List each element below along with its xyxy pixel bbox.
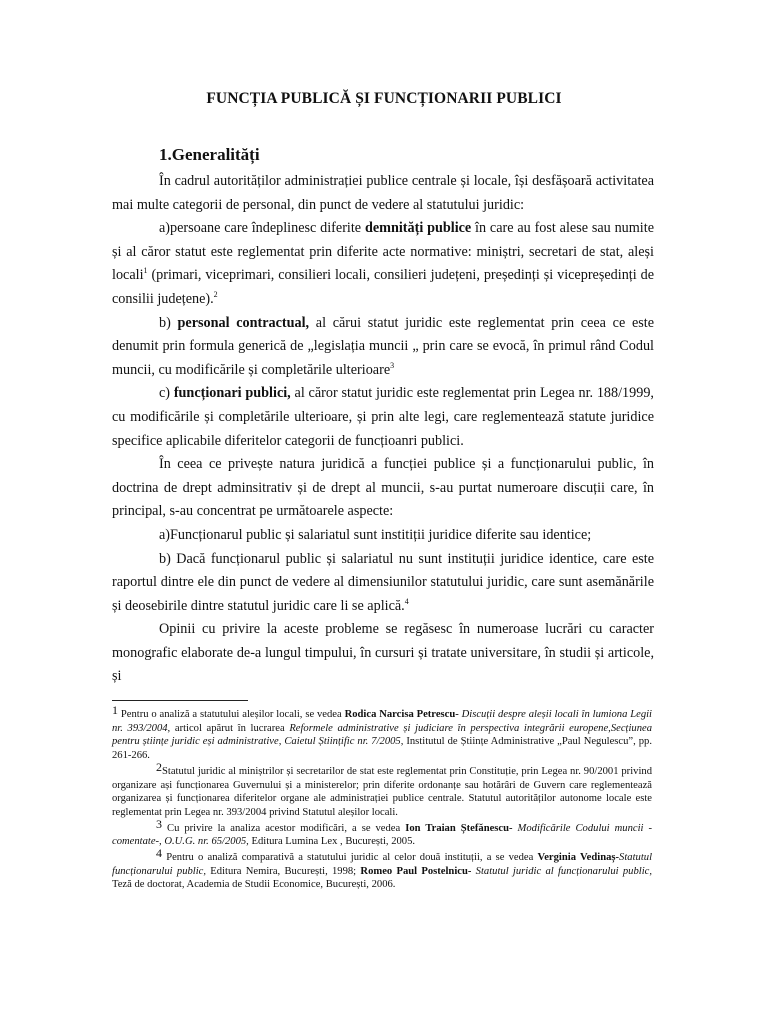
footnote-ref-4[interactable]: 4 [404,596,409,606]
section-heading: 1.Generalități [159,145,260,164]
paragraph-natura: În ceea ce privește natura juridică a funcției publice și a funcționarului public, în doctrina de drept adminsitrativ și de drept al muncii, s-au purtat numeroare discuții care, în principal, s-au concentrat pe următoarele aspecte: [112,456,654,520]
bold-term: demnități publice [364,220,472,237]
bold-term: personal contractual, [177,314,310,331]
footnote-separator [112,700,248,701]
footnote-4: 4 Pentru o analiză comparativă a statutului juridic al celor două instituții, a se vedea Verginia Vedinaș-Statutul funcționarului public, Editura Nemira, București, 1998; Romeo Paul Postelnicu- Statutul juridic al funcționarului public, Teză de doctorat, Academia de Studii Economice, București, 2006. [112,846,653,891]
paragraph-aspect-b: b) Dacă funcționarul public și salariatul nu sunt instituții juridice identice, care este raportul dintre ele din punct de vedere al dimensiunilor statutului juridic, care sunt asemănările și deosebirile dintre statutul juridic care li se aplică.$^4$ [112,550,654,614]
footnote-1: 1 Pentru o analiză a statutului aleșilor locali, se vedea Rodica Narcisa Petrescu- Discuții despre aleșii locali în lumiona Legii nr. 393/2004, articol apărut în lucrarea Reformele administrative și judiciare în perspectiva integrării europene,Secțiunea pentru științe juridic eși administrative, Caietul Științific nr. 7/2005, Institutul de Științe Administrative „Paul Negulescu”, pp. 261-266. [112,703,652,762]
body-text [112,170,654,689]
footnote-ref-3[interactable]: 3 [390,360,395,370]
footnote-ref-1[interactable]: 1 [143,266,148,276]
footnote-ref-2[interactable]: 2 [213,289,218,299]
paragraph-aspect-a: a)Funcționarul public și salariatul sunt institiții juridice diferite sau identice; [159,526,592,543]
bold-term: funcționari publici, [173,385,291,402]
footnote-2: 2Statutul juridic al miniștrilor și secretarilor de stat este reglementat prin Constituție, prin Legea nr. 90/2001 privind organizare ași funcționarea Guvernului și a ministerelor; prin diferite ordonanțe sau hotărâri de Guvern care reglementează organizarea și funcționarea diferitelor organe ale administrației publice centrale. Statutul autorităților autonome locale este reglementat prin Legea nr. 393/2004 privind Statutul aleșilor locali. [112,759,652,818]
footnote-3: 3 Cu privire la analiza acestor modificări, a se vedea Ion Traian Ștefănescu- Modificările Codului muncii -comentate-, O.U.G. nr. 65/2005, Editura Lumina Lex , București, 2005. [112,816,652,848]
document-title: FUNCȚIA PUBLICĂ ȘI FUNCȚIONARII PUBLICI [206,90,562,107]
footnotes [112,703,653,894]
paragraph-demnitati: a)persoane care îndeplinesc diferite demnități publice în care au fost alese sau numite și al căror statut este reglementat prin diferite acte normative: miniștri, secretari de stat, aleși locali$^1$ (primari, viceprimari, consilieri locali, consilieri județeni, președinți și vicepreședinți de consilii județene).$^2$ [112,220,654,307]
paragraph-intro: În cadrul autorităților administrației publice centrale și locale, își desfășoară activitatea mai multe categorii de personal, din punct de vedere al statutului juridic: [112,173,654,213]
paragraph-functionari: c) funcționari publici, al căror statut juridic este reglementat prin Legea nr. 188/1999, cu modificările și completările ulterioare, și prin alte legi, care reglementează statute juridice specifice aplicabile diferitelor categorii de funcțioanri publici. [112,385,654,449]
paragraph-opinii: Opinii cu privire la aceste probleme se regăsesc în numeroase lucrări cu caracter monografic elaborate de-a lungul timpului, în cursuri și tratate universitare, în studii și articole, și [112,621,654,685]
paragraph-contractual: b) personal contractual, al cărui statut juridic este reglementat prin ceea ce este denumit prin formula generică de „legislația muncii „ prin care se evocă, în primul rând Codul muncii, cu modificările și completările ulterioare$^3$ [112,314,654,378]
